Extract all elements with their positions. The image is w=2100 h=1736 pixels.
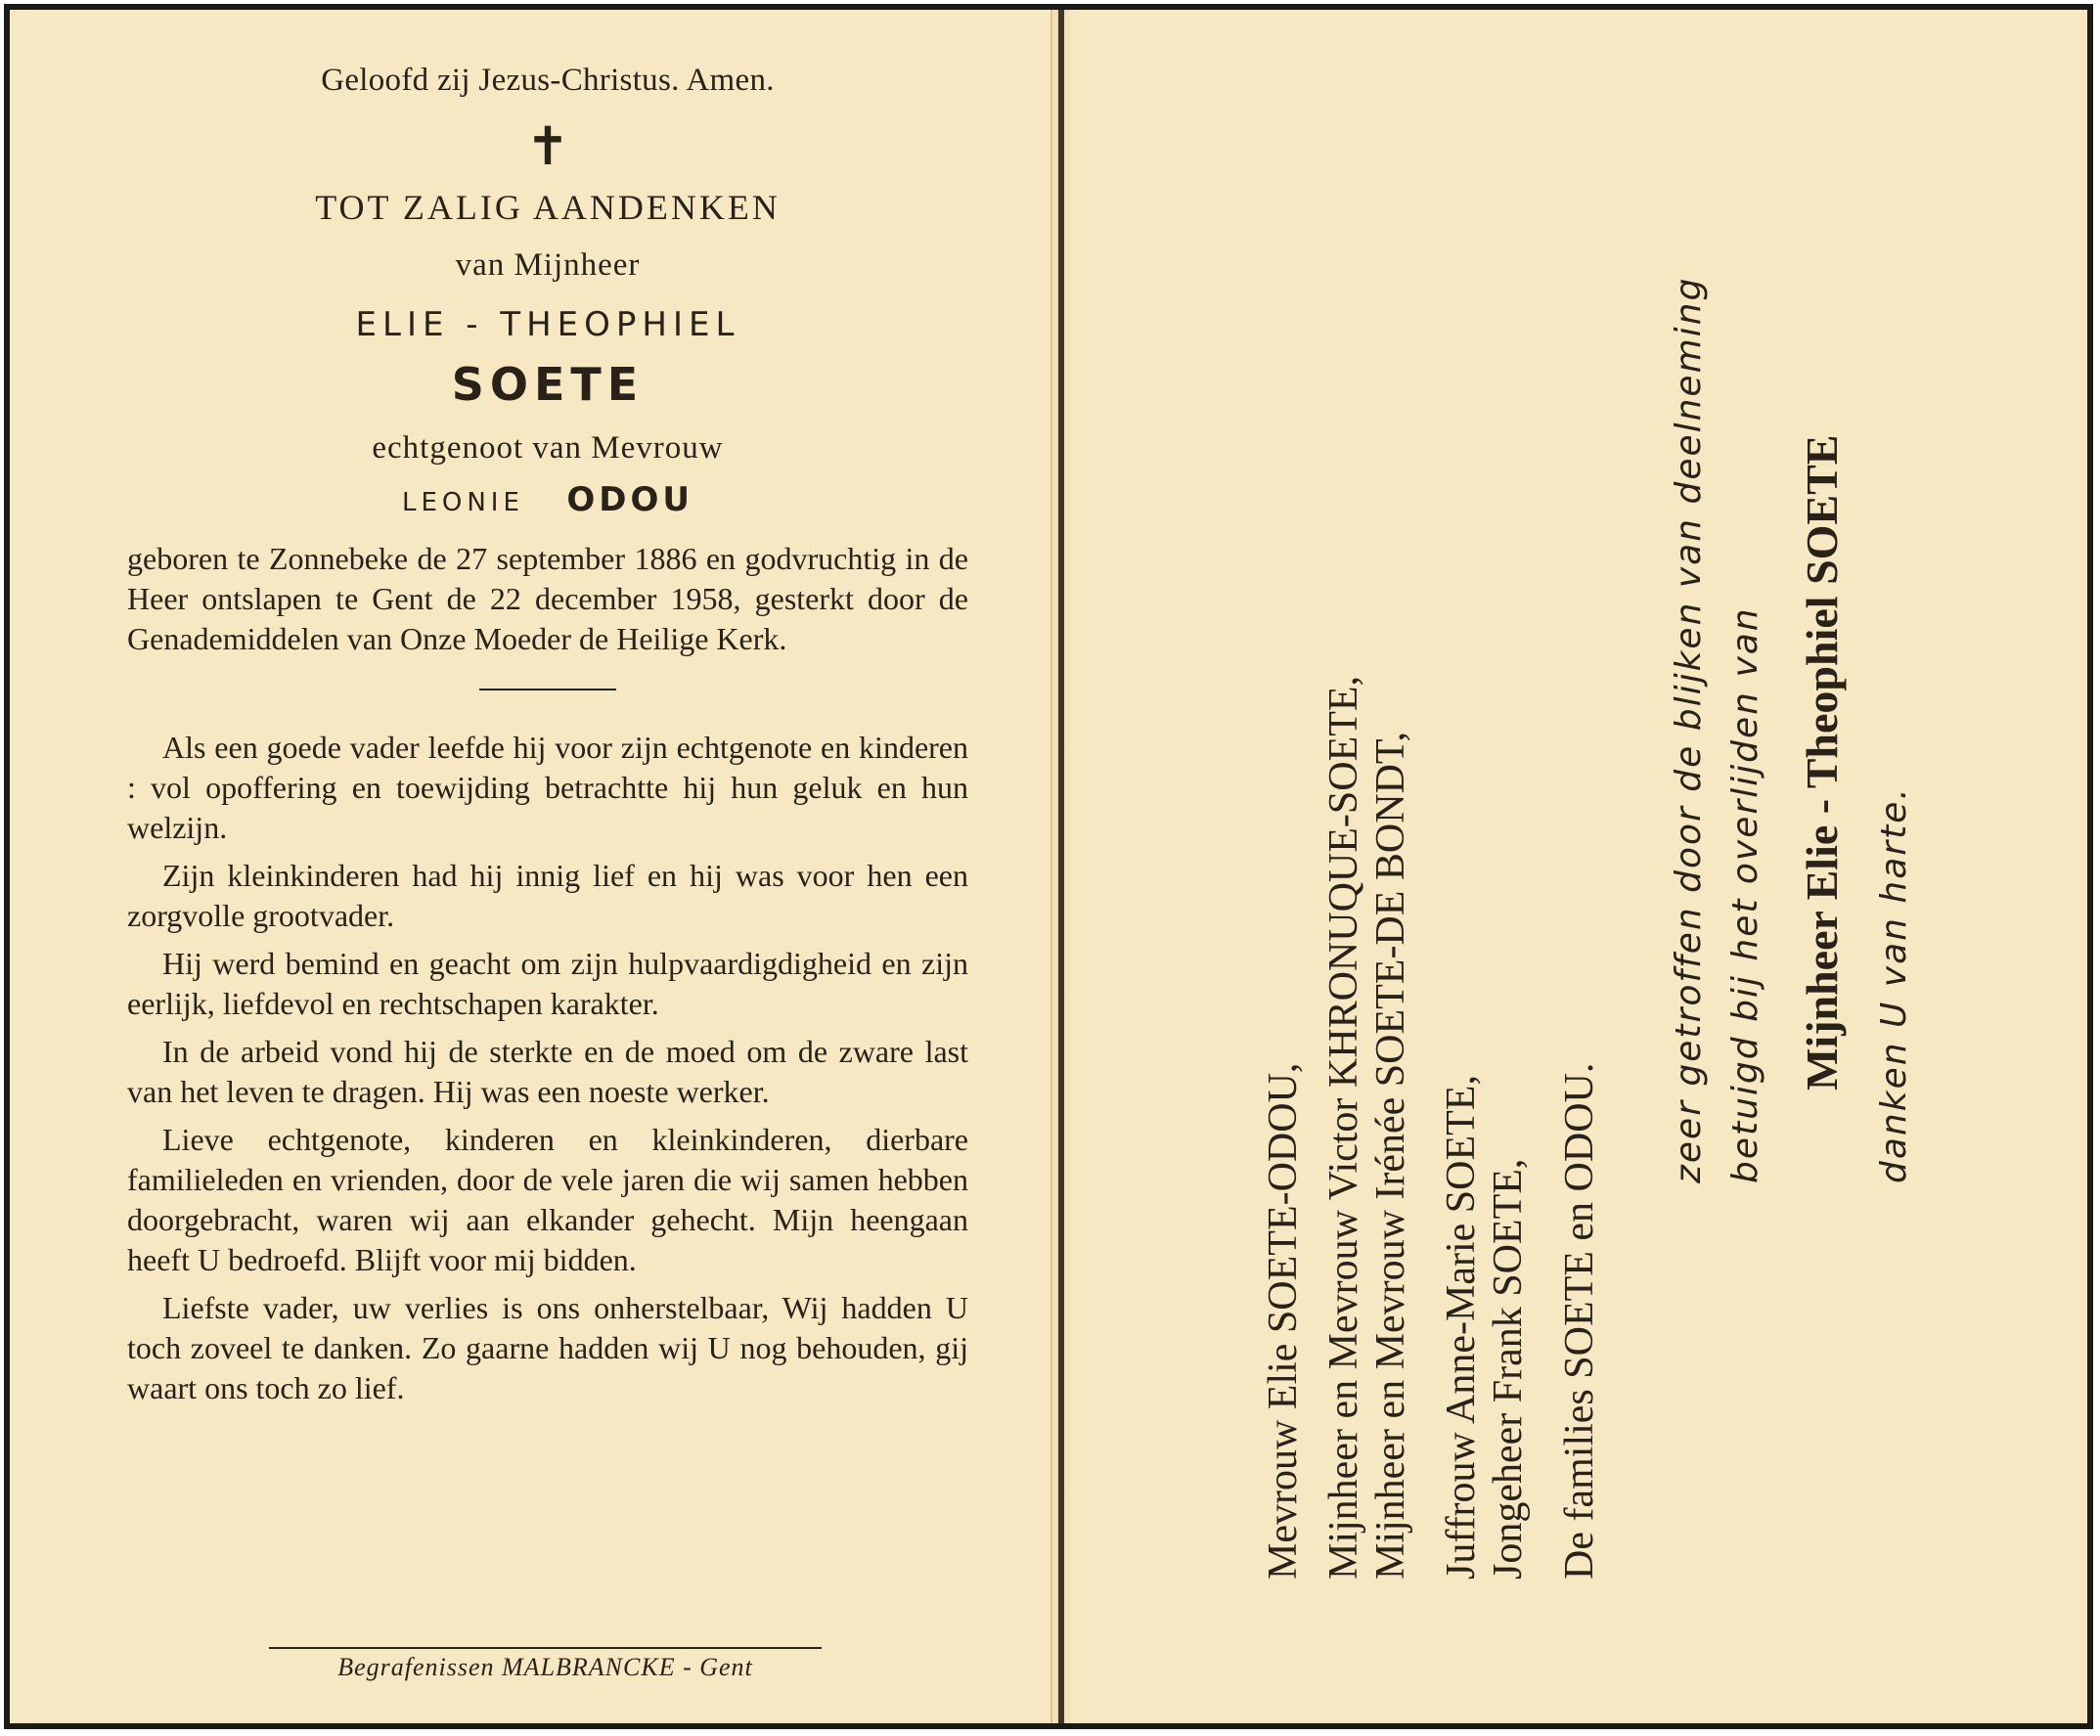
thanks-line: betuigd bij het overlijden van (1725, 606, 1765, 1183)
blessing: Geloofd zij Jezus-Christus. Amen. (321, 63, 775, 98)
spouse-first-name: LEONIE (401, 488, 524, 517)
spouse-last-name: ODOU (566, 480, 694, 519)
spouse-name (127, 480, 968, 519)
thanks-line: danken U van harte. (1874, 786, 1914, 1183)
van-mijnheer: van Mijnheer (455, 247, 641, 283)
family-line: Juffrouw Anne-Marie SOETE, (1439, 1075, 1484, 1580)
paragraph: Liefste vader, uw verlies is ons onherstelbaar, Wij hadden U toch zoveel te danken. Zo gaarne hadden wij U nog behouden, gij waart ons toch zo lief. (127, 1290, 968, 1405)
cross-icon: ✝ (525, 115, 570, 177)
thanks-line: zeer getroffen door de blijken van deelneming (1669, 276, 1709, 1183)
memorial-heading: TOT ZALIG AANDENKEN (315, 188, 781, 227)
paragraph: Hij werd bemind en geacht om zijn hulpvaardigdigheid en zijn eerlijk, liefdevol en rechtschapen karakter. (127, 946, 968, 1021)
given-names: ELIE - THEOPHIEL (355, 305, 740, 344)
paragraph: In de arbeid vond hij de sterkte en de moed om de zware last van het leven te dragen. Hij was een noeste werker. (127, 1034, 968, 1109)
family-line: De families SOETE en ODOU. (1557, 1062, 1602, 1580)
paragraph: Zijn kleinkinderen had hij innig lief en hij was voor hen een zorgvolle grootvader. (127, 858, 968, 933)
fold-edge (1058, 10, 1064, 1723)
memorial-card (4, 4, 2093, 1729)
paragraph: Lieve echtgenote, kinderen en kleinkinderen, dierbare familieleden en vrienden, door de vele jaren die wij samen hebben doorgebracht, waren wij aan elkander gehecht. Mijn heengaan heeft U bedroefd. Blijft voor mij bidden. (127, 1122, 968, 1277)
thanks-name: Mijnheer Elie - Theophiel SOETE (1797, 434, 1847, 1091)
family-line: Jongeheer Frank SOETE, (1486, 1158, 1531, 1580)
divider (479, 689, 616, 690)
surname: SOETE (451, 358, 645, 411)
family-line: Mevrouw Elie SOETE-ODOU, (1261, 1062, 1306, 1580)
right-page (1072, 10, 2093, 1723)
paragraph: Als een goede vader leefde hij voor zijn echtgenote en kinderen : vol opoffering en toewijding betrachtte hij hun geluk en hun welzijn. (127, 730, 968, 845)
biography: geboren te Zonnebeke de 27 september 1886 en godvruchtig in de Heer ontslapen te Gent de 22 december 1958, gesterkt door de Genademiddelen van Onze Moeder de Heilige Kerk. (127, 541, 968, 656)
undertaker: Begrafenissen MALBRANCKE - Gent (337, 1653, 753, 1681)
family-line: Mijnheer en Mevrouw Victor KHRONUQUE-SOETE, (1321, 675, 1366, 1580)
family-line: Mijnheer en Mevrouw Irénée SOETE-DE BONDT, (1368, 732, 1413, 1580)
tribute-text (127, 728, 968, 1408)
undertaker-rule (269, 1647, 822, 1649)
left-page (127, 49, 968, 1408)
spouse-intro: echtgenoot van Mevrouw (372, 430, 724, 466)
